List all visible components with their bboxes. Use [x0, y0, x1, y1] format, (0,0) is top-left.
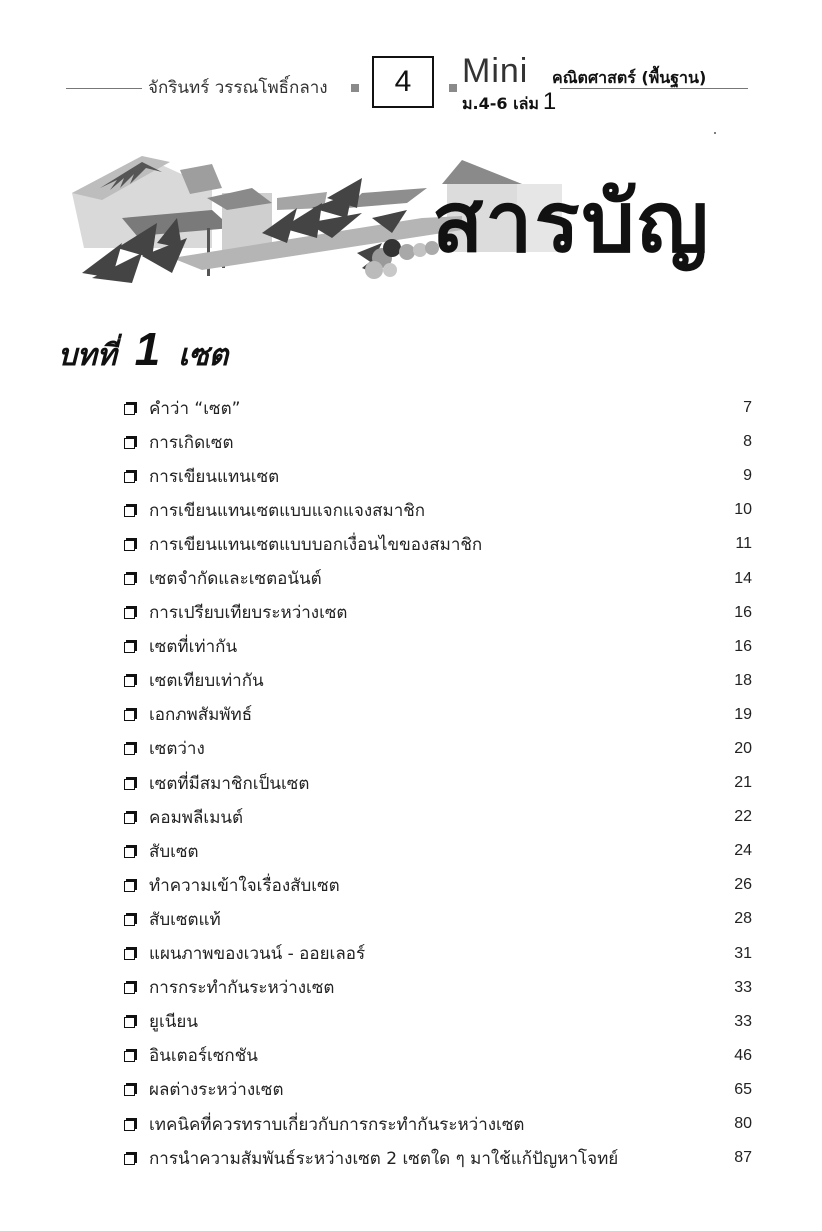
- toc-entry-title: การเกิดเซต: [149, 432, 234, 453]
- volume-number: 1: [542, 88, 557, 115]
- toc-entry-page: 16: [734, 603, 752, 621]
- square-bullet-icon: [124, 606, 137, 619]
- toc-entry-page: 46: [734, 1046, 752, 1064]
- toc-entry[interactable]: [124, 971, 752, 1005]
- toc-entry-page: 14: [734, 569, 752, 587]
- toc-entry-page: 18: [734, 671, 752, 689]
- toc-entry[interactable]: [124, 459, 752, 493]
- square-bullet-icon: [124, 640, 137, 653]
- toc-entry[interactable]: [124, 664, 752, 698]
- toc-entry[interactable]: [124, 1107, 752, 1141]
- table-of-contents: [124, 391, 752, 1175]
- toc-entry-page: 28: [734, 910, 752, 928]
- square-bullet-icon: [124, 1118, 137, 1131]
- square-bullet-icon: [124, 1152, 137, 1165]
- toc-entry-title: คอมพลีเมนต์: [149, 807, 244, 828]
- toc-entry-title: ผลต่างระหว่างเซต: [149, 1080, 284, 1101]
- toc-entry-page: 10: [734, 501, 752, 519]
- toc-entry-title: การเปรียบเทียบระหว่างเซต: [149, 603, 348, 624]
- toc-entry-title: การเขียนแทนเซตแบบบอกเงื่อนไขของสมาชิก: [149, 534, 483, 555]
- toc-entry[interactable]: [124, 868, 752, 902]
- square-bullet-icon: [124, 879, 137, 892]
- toc-entry-title: เทคนิคที่ควรทราบเกี่ยวกับการกระทำกันระหว่างเซต: [149, 1114, 525, 1135]
- toc-entry[interactable]: [124, 800, 752, 834]
- toc-entry-title: การนำความสัมพันธ์ระหว่างเซต 2 เซตใด ๆ มาใช้แก้ปัญหาโจทย์: [149, 1148, 619, 1169]
- series-name: Mini: [462, 52, 529, 90]
- toc-entry-page: 16: [734, 637, 752, 655]
- toc-entry-page: 21: [734, 774, 752, 792]
- toc-entry-page: 8: [743, 433, 752, 451]
- toc-entry-title: ยูเนียน: [149, 1012, 198, 1033]
- toc-entry-title: เซตจำกัดและเซตอนันต์: [149, 569, 322, 590]
- square-bullet-icon: [124, 845, 137, 858]
- toc-entry-title: แผนภาพของเวนน์ - ออยเลอร์: [149, 944, 366, 965]
- toc-entry-page: 24: [734, 842, 752, 860]
- square-bullet-icon: [124, 777, 137, 790]
- toc-entry[interactable]: [124, 527, 752, 561]
- square-bullet-icon: [124, 572, 137, 585]
- toc-entry-title: คำว่า “เซต”: [149, 398, 241, 419]
- chapter-label: บทที่: [58, 338, 117, 373]
- author-name: จักรินทร์ วรรณโพธิ์กลาง: [148, 78, 328, 98]
- grade-label: ม.4-6 เล่ม: [462, 94, 539, 113]
- square-bullet-icon: [124, 674, 137, 687]
- toc-entry[interactable]: [124, 1141, 752, 1175]
- square-bullet-icon: [124, 947, 137, 960]
- toc-entry-title: การเขียนแทนเซตแบบแจกแจงสมาชิก: [149, 500, 426, 521]
- square-bullet-icon: [124, 708, 137, 721]
- toc-entry-page: 9: [743, 467, 752, 485]
- square-ornament-icon: [351, 84, 359, 92]
- toc-entry[interactable]: [124, 493, 752, 527]
- toc-entry-page: 87: [734, 1149, 752, 1167]
- toc-entry-title: ทำความเข้าใจเรื่องสับเซต: [149, 875, 340, 896]
- print-speck: [714, 132, 716, 134]
- toc-entry[interactable]: [124, 902, 752, 936]
- running-header: [0, 0, 822, 130]
- toc-banner: [62, 148, 742, 293]
- toc-entry[interactable]: [124, 561, 752, 595]
- square-bullet-icon: [124, 504, 137, 517]
- toc-entry-page: 33: [734, 1012, 752, 1030]
- toc-entry-title: อินเตอร์เซกชัน: [149, 1046, 258, 1067]
- square-bullet-icon: [124, 1083, 137, 1096]
- toc-entry-page: 80: [734, 1115, 752, 1133]
- toc-entry-title: เซตเทียบเท่ากัน: [149, 671, 264, 692]
- toc-entry-title: สับเซต: [149, 841, 199, 862]
- square-bullet-icon: [124, 811, 137, 824]
- toc-entry-page: 7: [743, 399, 752, 417]
- header-rule-right: [560, 88, 748, 89]
- toc-entry[interactable]: [124, 834, 752, 868]
- subject-title: คณิตศาสตร์ (พื้นฐาน): [552, 68, 707, 87]
- toc-entry-title: เซตที่เท่ากัน: [149, 637, 238, 658]
- square-bullet-icon: [124, 1015, 137, 1028]
- square-bullet-icon: [124, 742, 137, 755]
- toc-entry-page: 11: [735, 535, 752, 553]
- toc-entry[interactable]: [124, 766, 752, 800]
- chapter-number: 1: [134, 323, 161, 375]
- toc-entry-page: 22: [734, 808, 752, 826]
- toc-entry-page: 31: [734, 944, 752, 962]
- toc-entry[interactable]: [124, 391, 752, 425]
- page-title: สารบัญ: [432, 173, 711, 271]
- toc-entry-title: เซตที่มีสมาชิกเป็นเซต: [149, 773, 310, 794]
- header-rule-left: [66, 88, 142, 89]
- toc-entry-page: 65: [734, 1080, 752, 1098]
- toc-entry-page: 33: [734, 978, 752, 996]
- toc-entry-title: สับเซตแท้: [149, 909, 221, 930]
- toc-entry[interactable]: [124, 1005, 752, 1039]
- grade-level: [462, 88, 556, 117]
- toc-entry[interactable]: [124, 596, 752, 630]
- square-bullet-icon: [124, 538, 137, 551]
- toc-entry-page: 20: [734, 739, 752, 757]
- toc-entry[interactable]: [124, 732, 752, 766]
- square-bullet-icon: [124, 913, 137, 926]
- chapter-heading: [58, 322, 228, 379]
- square-bullet-icon: [124, 981, 137, 994]
- toc-entry[interactable]: [124, 1039, 752, 1073]
- toc-entry[interactable]: [124, 937, 752, 971]
- square-bullet-icon: [124, 1049, 137, 1062]
- page-number-box: 4: [372, 56, 434, 108]
- toc-entry-title: การเขียนแทนเซต: [149, 466, 280, 487]
- chapter-name: เซต: [178, 338, 229, 373]
- toc-entry-title: การกระทำกันระหว่างเซต: [149, 978, 335, 999]
- square-bullet-icon: [124, 470, 137, 483]
- toc-entry[interactable]: [124, 425, 752, 459]
- square-bullet-icon: [124, 436, 137, 449]
- toc-entry[interactable]: [124, 630, 752, 664]
- toc-entry-title: เซตว่าง: [149, 739, 205, 760]
- toc-entry-page: 19: [734, 705, 752, 723]
- square-bullet-icon: [124, 402, 137, 415]
- toc-entry[interactable]: [124, 698, 752, 732]
- toc-entry[interactable]: [124, 1073, 752, 1107]
- toc-entry-title: เอกภพสัมพัทธ์: [149, 705, 253, 726]
- square-ornament-icon: [449, 84, 457, 92]
- toc-entry-page: 26: [734, 876, 752, 894]
